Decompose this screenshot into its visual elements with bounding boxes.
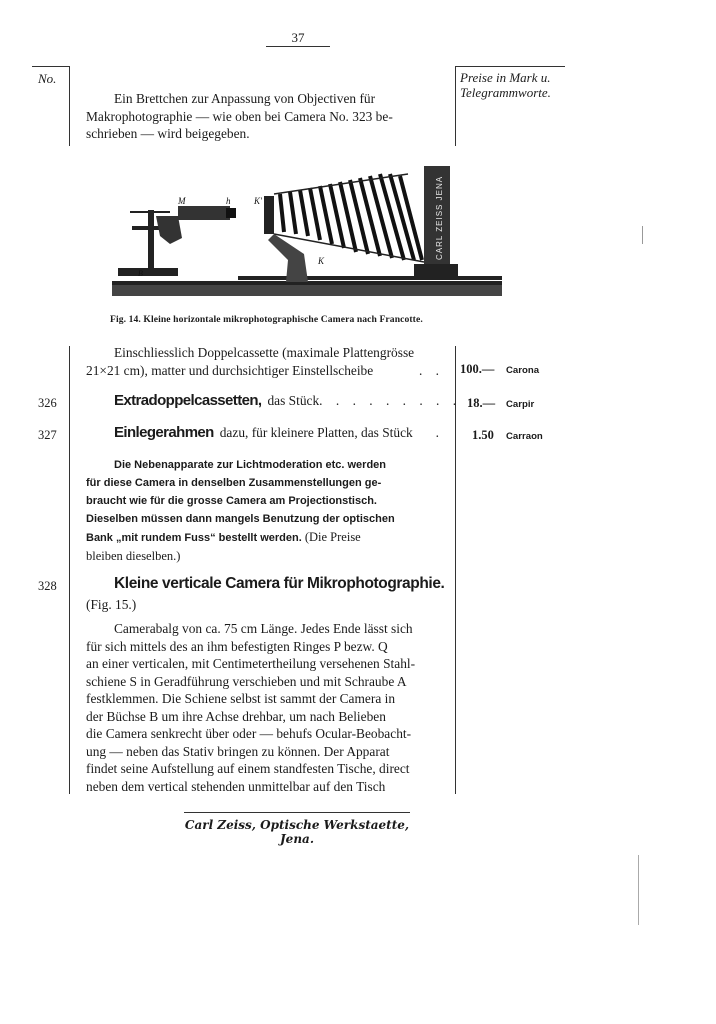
item-line2-text: 21×21 cm), matter und durchsichtiger Einstellscheibe (86, 362, 374, 378)
item-telegram: Carpir (506, 399, 535, 410)
item-title: Extradoppelcassetten, (114, 392, 262, 409)
figure-base-rail (112, 284, 502, 296)
section-para-line: ung — neben das Stativ bringen zu können. Der Apparat (86, 743, 390, 759)
price-column-header (460, 70, 551, 100)
figure-label-M: M (178, 196, 186, 206)
item-row-326 (114, 392, 462, 409)
section-para-line: der Büchse B um ihre Achse drehbar, um nach Belieben (86, 708, 386, 724)
figure-microscope-pillar (148, 210, 154, 270)
figure-camera-illustration (108, 160, 506, 310)
figure-label-B: B (138, 269, 143, 278)
price-header-line1: Preise in Mark u. (460, 70, 551, 85)
figure-caption: Fig. 14. Kleine horizontale mikrophotographische Camera nach Francotte. (110, 314, 423, 325)
scan-edge-mark (638, 855, 639, 925)
price-column-top-rule (455, 66, 565, 67)
price-header-line2: Telegrammworte. (460, 85, 551, 100)
footer-imprint: Carl Zeiss, Optische Werkstaette, Jena. (184, 818, 410, 846)
intro-line3: schrieben — wird beigegeben. (86, 126, 250, 141)
item-leader: . . . . . . . . . (319, 393, 462, 408)
item-leader: . . (418, 362, 444, 378)
intro-paragraph (86, 90, 441, 143)
section-para-line: neben dem vertical stehenden unmittelbar auf den Tisch (86, 778, 386, 794)
notice-line5-plain: (Die Preise (304, 530, 361, 544)
notice-line5 (86, 528, 442, 547)
section-para-line: findet seine Aufstellung auf einem standfesten Tische, direct (86, 761, 410, 776)
item-number: 327 (38, 428, 57, 442)
price-column-divider-items (455, 346, 456, 794)
price-column-divider-top (455, 66, 456, 146)
item-price: 18.— (467, 396, 496, 410)
notice-paragraph (86, 456, 442, 565)
item-price: 1.50 (472, 428, 494, 442)
figure-label-K-prime: K' (254, 196, 262, 206)
figure-front-standard (264, 196, 274, 234)
intro-line2: Makrophotographie — wie oben bei Camera No. 323 be- (86, 108, 393, 124)
item-title-rest: dazu, für kleinere Platten, das Stück (219, 425, 413, 440)
no-column-divider-items (69, 346, 70, 794)
footer-rule (184, 812, 410, 813)
intro-line1: Ein Brettchen zur Anpassung von Objectiven für (114, 91, 376, 106)
section-title: Kleine verticale Camera für Mikrophotographie. (114, 575, 445, 592)
item-row-327 (114, 424, 444, 441)
notice-line5-bold: Bank „mit rundem Fuss“ bestellt werden. (86, 532, 302, 544)
section-para-line: Camerabalg von ca. 75 cm Länge. Jedes Ende lässt sich (114, 621, 413, 636)
page-number-rule (266, 46, 330, 47)
page-number: 37 (291, 30, 305, 45)
figure-rear-standard-foot (414, 264, 458, 278)
notice-line1: Die Nebenapparate zur Lichtmoderation etc. werden (114, 459, 387, 471)
notice-line2: für diese Camera in denselben Zusammenstellungen ge- (86, 477, 382, 489)
no-column-label: No. (38, 71, 57, 86)
section-fig-ref: (Fig. 15.) (86, 597, 137, 612)
figure-brand-text: CARL ZEISS JENA (435, 175, 444, 260)
figure-microscope-eyepiece (226, 208, 236, 218)
section-para-line: für sich mittels des an ihm befestigten Ringes P bezw. Q (86, 638, 388, 654)
item-line1: Einschliesslich Doppelcassette (maximale Plattengrösse (114, 345, 415, 360)
figure-bellows (280, 174, 422, 260)
item-title-rest: das Stück (267, 393, 320, 408)
figure-microscope-arm (156, 216, 182, 244)
section-para-line: schiene S in Geradführung verschieben und mit Schraube A (86, 673, 407, 689)
section-number: 328 (38, 579, 57, 593)
section-para-line: festklemmen. Die Schiene selbst ist sammt der Camera in (86, 691, 396, 706)
item-title: Einlegerahmen (114, 424, 214, 441)
item-telegram: Carraon (506, 431, 543, 442)
notice-line3: braucht wie für die grosse Camera am Projectionstisch. (86, 495, 377, 507)
figure-label-h: h (226, 196, 231, 206)
item-price: 100.— (460, 362, 495, 376)
scan-edge-mark (642, 226, 643, 244)
no-column-top-rule (32, 66, 70, 67)
item-number: 326 (38, 396, 57, 410)
section-para-line: die Camera senkrecht über oder — behufs Ocular-Beobacht- (86, 726, 412, 741)
section-paragraph (86, 620, 442, 795)
figure-front-support (268, 234, 308, 282)
item-leader: . (435, 425, 444, 440)
notice-line6: bleiben dieselben.) (86, 549, 181, 563)
item-line2 (86, 362, 444, 380)
item-telegram: Carona (506, 365, 540, 376)
item-description (86, 344, 444, 379)
section-para-line: an einer verticalen, mit Centimetertheilung versehenen Stahl- (86, 656, 416, 671)
figure-microscope-tube (178, 206, 230, 220)
no-column-divider-top (69, 66, 70, 146)
notice-line4: Dieselben müssen dann mangels Benutzung der optischen (86, 513, 395, 525)
figure-label-K: K (318, 256, 325, 266)
